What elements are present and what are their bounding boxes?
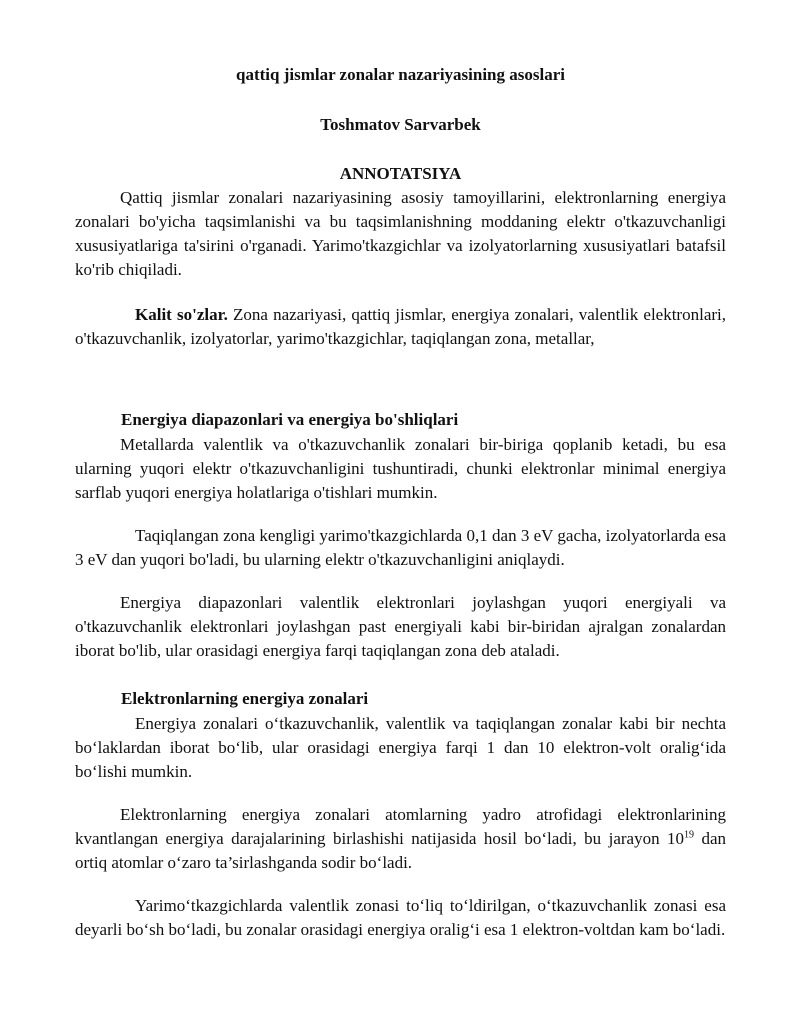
document-page <box>75 62 726 942</box>
paragraph-text: Elektronlarning energiya zonalari atomlarning yadro atrofidagi elektronlarining kvantlangan energiya darajalarining birlashishi natijasida hosil bo‘ladi, bu jarayon 10 <box>75 805 726 848</box>
section-heading-electron-energy-zones: Elektronlarning energiya zonalari <box>121 689 369 708</box>
document-title: qattiq jismlar zonalar nazariyasining asoslari <box>235 65 565 84</box>
section-heading-energy-bands: Energiya diapazonlari va energiya bo'shliqlari <box>121 410 459 429</box>
paragraph: Energiya zonalari o‘tkazuvchanlik, valentlik va taqiqlangan zonalar kabi bir nechta bo‘laklardan iborat bo‘lib, ular orasidagi energiya farqi 1 dan 10 elektron-volt oralig‘ida bo‘lishi mumkin. <box>75 714 726 781</box>
keywords-label: Kalit so'zlar. <box>135 305 228 324</box>
paragraph: Metallarda valentlik va o'tkazuvchanlik zonalari bir-biriga qoplanib ketadi, bu esa ularning yuqori elektr o'tkazuvchanligini tushuntiradi, chunki elektronlar minimal energiya sarflab yuqori energiya holatlariga o'tishlari mumkin. <box>75 435 726 502</box>
paragraph: Yarimo‘tkazgichlarda valentlik zonasi to‘liq to‘ldirilgan, o‘tkazuvchanlik zonasi esa deyarli bo‘sh bo‘ladi, bu zonalar orasidagi energiya oralig‘i esa 1 elektron-voltdan kam bo‘ladi. <box>75 896 726 939</box>
keywords-paragraph <box>75 303 726 351</box>
author-name: Toshmatov Sarvarbek <box>320 115 481 134</box>
keywords-text: Zona nazariyasi, qattiq jismlar, energiya zonalari, valentlik elektronlari, o'tkazuvchanlik, izolyatorlar, yarimo'tkazgichlar, taqiqlangan zona, metallar, <box>75 305 726 348</box>
paragraph: Taqiqlangan zona kengligi yarimo'tkazgichlarda 0,1 dan 3 eV gacha, izolyatorlarda esa 3 eV dan yuqori bo'ladi, bu ularning elektr o'tkazuvchanligini aniqlaydi. <box>75 526 726 569</box>
abstract-heading: ANNOTATSIYA <box>339 164 462 183</box>
paragraph: Energiya diapazonlari valentlik elektronlari joylashgan yuqori energiyali va o'tkazuvchanlik elektronlari joylashgan past energiyali kabi bir-biridan ajralgan zonalardan iborat bo'lib, ular orasidagi energiya farqi taqiqlangan zona deb ataladi. <box>75 593 726 660</box>
abstract-paragraph: Qattiq jismlar zonalari nazariyasining asosiy tamoyillarini, elektronlarning energiya zonalari bo'yicha taqsimlanishi va bu taqsimlanishning moddaning elektr o'tkazuvchanligi xususiyatlariga ta'sirini o'rganadi. Yarimo'tkazgichlar va izolyatorlarning xususiyatlari batafsil ko'rib chiqiladi. <box>75 188 726 279</box>
superscript-exponent: 19 <box>684 829 695 841</box>
paragraph-text: dan ortiq atomlar o‘zaro ta’sirlashganda sodir bo‘ladi. <box>75 829 727 872</box>
paragraph <box>75 803 726 875</box>
